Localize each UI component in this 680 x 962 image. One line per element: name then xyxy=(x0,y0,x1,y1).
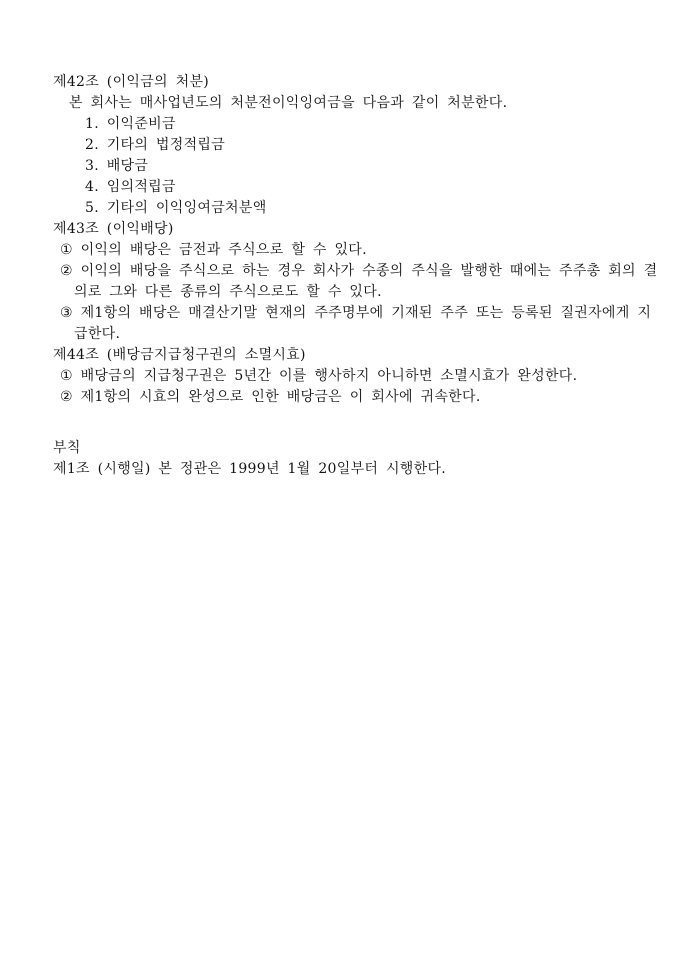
addendum-article-1: 제1조 (시행일) 본 정관은 1999년 1월 20일부터 시행한다. xyxy=(53,461,447,477)
article-42-item-5: 5. 기타의 이익잉여금처분액 xyxy=(85,200,267,216)
article-43-section xyxy=(0,219,680,345)
article-44-heading: 제44조 (배당금지급청구권의 소멸시효) xyxy=(53,347,306,363)
article-43-clause-2-line-1: ② 이익의 배당을 주식으로 하는 경우 회사가 수종의 주식을 발행한 때에는 주주총 회의 결 xyxy=(60,263,658,279)
article-43-heading: 제43조 (이익배당) xyxy=(53,221,174,237)
addendum-section xyxy=(0,438,680,480)
article-44-section xyxy=(0,345,680,408)
article-42-item-2: 2. 기타의 법정적립금 xyxy=(85,137,226,153)
article-42-heading: 제42조 (이익금의 처분) xyxy=(53,74,210,90)
article-43-clause-2-line-2: 의로 그와 다른 종류의 주식으로도 할 수 있다. xyxy=(74,284,382,300)
article-42-item-4: 4. 임의적립금 xyxy=(85,179,176,195)
article-43-clause-1: ① 이익의 배당은 금전과 주식으로 할 수 있다. xyxy=(60,242,367,258)
article-42-section xyxy=(0,72,680,219)
article-43-clause-3-line-1: ③ 제1항의 배당은 매결산기말 현재의 주주명부에 기재된 주주 또는 등록된 질권자에게 지 xyxy=(60,305,652,321)
article-44-clause-1: ① 배당금의 지급청구권은 5년간 이를 행사하지 아니하면 소멸시효가 완성한다. xyxy=(60,368,578,384)
addendum-heading: 부칙 xyxy=(53,440,81,456)
article-43-clause-3-line-2: 급한다. xyxy=(74,326,121,342)
article-42-body: 본 회사는 매사업년도의 처분전이익잉여금을 다음과 같이 처분한다. xyxy=(69,95,508,111)
article-42-item-1: 1. 이익준비금 xyxy=(85,116,176,132)
article-42-item-3: 3. 배당금 xyxy=(85,158,149,174)
article-44-clause-2: ② 제1항의 시효의 완성으로 인한 배당금은 이 회사에 귀속한다. xyxy=(60,389,481,405)
